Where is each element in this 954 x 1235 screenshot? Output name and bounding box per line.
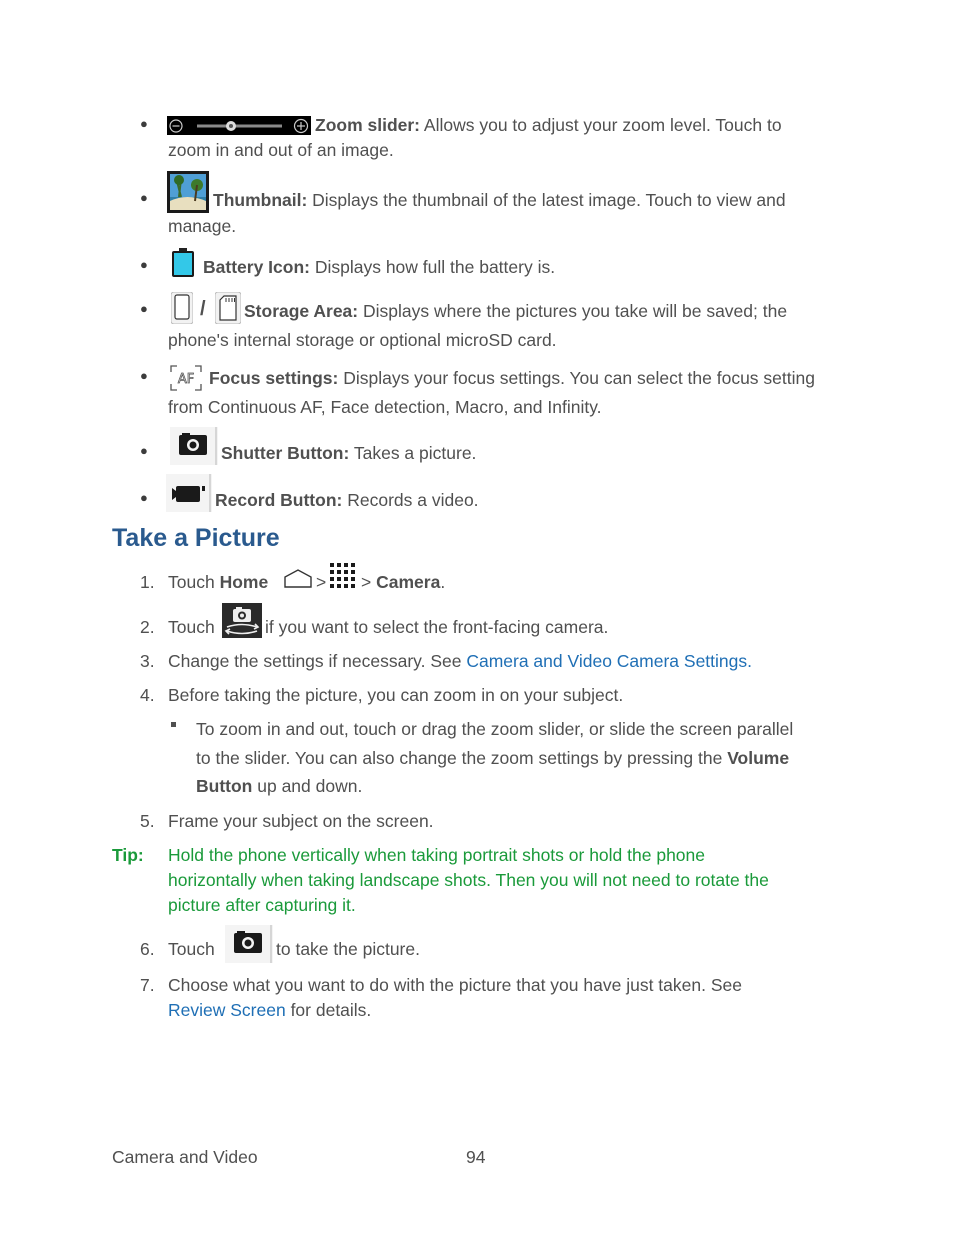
footer-section: Camera and Video — [112, 1147, 258, 1167]
storage-text: Displays where the pictures you take will be saved; the — [358, 301, 788, 321]
camera-icon — [225, 925, 273, 963]
battery-icon — [171, 248, 195, 278]
step-7-post: for details. — [285, 1000, 372, 1020]
page-number: 94 — [466, 1147, 486, 1167]
battery-term: Battery Icon: — [203, 257, 310, 277]
step-1-pre: Touch — [168, 572, 220, 592]
sub-bullet-line-3-post: up and down. — [252, 776, 363, 796]
svg-text:AF: AF — [177, 372, 195, 387]
bullet-marker: ● — [140, 257, 148, 272]
thumbnail-text: Displays the thumbnail of the latest image. Touch to view and — [307, 190, 786, 210]
focus-term: Focus settings: — [209, 368, 339, 388]
tip-line-3: picture after capturing it. — [168, 895, 356, 915]
step-1-period: . — [440, 572, 446, 592]
battery-text: Displays how full the battery is. — [309, 257, 556, 277]
thumbnail-desc — [213, 188, 786, 212]
record-text: Records a video. — [342, 490, 479, 510]
step-1-home: Home — [219, 572, 269, 592]
bullet-marker: ● — [140, 368, 148, 383]
step-number: 3. — [140, 651, 155, 671]
video-camera-icon — [166, 474, 212, 512]
step-3-text — [168, 649, 752, 673]
volume-bold: Volume — [727, 748, 790, 768]
zoom-slider-desc — [315, 113, 782, 137]
step-6-post: to take the picture. — [276, 939, 420, 959]
shutter-desc — [221, 441, 476, 465]
step-1-camera: Camera — [376, 572, 441, 592]
tip-line-1: Hold the phone vertically when taking portrait shots or hold the phone — [168, 845, 705, 865]
review-screen-link[interactable]: Review Screen — [168, 1000, 286, 1020]
step-number: 5. — [140, 811, 155, 831]
sub-bullet-line-1: To zoom in and out, touch or drag the zoom slider, or slide the screen parallel — [196, 719, 794, 739]
step-6-pre: Touch — [168, 939, 215, 959]
step-2-pre: Touch — [168, 617, 215, 637]
af-focus-icon — [170, 365, 202, 391]
step-number: 1. — [140, 572, 155, 592]
camera-settings-link[interactable]: Camera and Video Camera Settings — [466, 651, 748, 671]
zoom-slider-desc-2: zoom in and out of an image. — [168, 140, 394, 160]
sub-bullet-line-2 — [196, 746, 789, 770]
step-1-tail — [361, 570, 445, 594]
storage-separator: / — [200, 298, 206, 320]
sd-card-icon — [215, 292, 241, 324]
bullet-marker: ● — [140, 116, 148, 131]
step-number: 4. — [140, 685, 155, 705]
step-1-gt-2: > — [361, 572, 372, 592]
tip-line-2: horizontally when taking landscape shots. Then you will not need to rotate the — [168, 870, 769, 890]
step-number: 6. — [140, 939, 155, 959]
storage-desc-2: phone's internal storage or optional microSD card. — [168, 330, 557, 350]
bullet-marker: ● — [140, 301, 148, 316]
focus-text: Displays your focus settings. You can select the focus setting — [338, 368, 815, 388]
step-2-post: if you want to select the front-facing camera. — [265, 617, 609, 637]
bullet-marker: ● — [140, 490, 148, 505]
step-4-text: Before taking the picture, you can zoom in on your subject. — [168, 685, 624, 705]
bullet-marker: ● — [140, 443, 148, 458]
phone-storage-icon — [171, 292, 193, 324]
step-1-text — [168, 570, 268, 594]
zoom-slider-icon — [167, 116, 311, 135]
shutter-term: Shutter Button: — [221, 443, 350, 463]
thumbnail-icon — [167, 171, 209, 213]
sub-bullet-line-3 — [196, 774, 362, 798]
home-icon — [283, 569, 313, 589]
step-number: 7. — [140, 975, 155, 995]
button-bold: Button — [196, 776, 253, 796]
tip-label: Tip: — [112, 845, 144, 865]
thumbnail-desc-2: manage. — [168, 216, 237, 236]
zoom-slider-text: Allows you to adjust your zoom level. Touch to — [420, 115, 782, 135]
bullet-marker: ● — [140, 190, 148, 205]
section-title: Take a Picture — [112, 524, 280, 552]
storage-desc — [244, 299, 787, 323]
sub-bullet-line-2-pre: to the slider. You can also change the zoom settings by pressing the — [196, 748, 728, 768]
step-number: 2. — [140, 617, 155, 637]
step-5-text: Frame your subject on the screen. — [168, 811, 434, 831]
switch-camera-icon — [222, 603, 262, 638]
storage-term: Storage Area: — [244, 301, 359, 321]
focus-desc — [209, 366, 815, 390]
sub-bullet-marker — [171, 722, 176, 727]
battery-desc — [203, 255, 555, 279]
step-3-pre: Change the settings if necessary. See — [168, 651, 467, 671]
step-7-line-1: Choose what you want to do with the picture that you have just taken. See — [168, 975, 742, 995]
apps-grid-icon — [329, 562, 357, 590]
step-1-gt-1: > — [316, 572, 327, 592]
focus-desc-2: from Continuous AF, Face detection, Macro, and Infinity. — [168, 397, 602, 417]
step-3-post: . — [747, 651, 753, 671]
shutter-text: Takes a picture. — [349, 443, 477, 463]
thumbnail-term: Thumbnail: — [213, 190, 308, 210]
camera-icon — [170, 427, 218, 465]
record-term: Record Button: — [215, 490, 343, 510]
step-7-line-2 — [168, 998, 371, 1022]
record-desc — [215, 488, 479, 512]
zoom-slider-term: Zoom slider: — [315, 115, 421, 135]
